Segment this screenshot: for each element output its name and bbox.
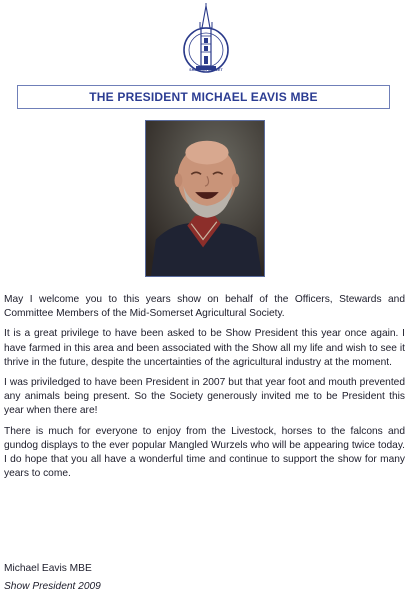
message-paragraph-1: May I welcome you to this years show on behalf of the Officers, Stewards and Committee Members of the Mid-Somerset Agricultural Society. [4, 294, 405, 320]
message-paragraph-3: I was priviledged to have been President in 2007 but that year foot and mouth prevented any animals being present. So the Society generously invited me to be President this year when there are! [4, 377, 405, 417]
signature-role: Show President 2009 [4, 581, 101, 592]
welcome-message [4, 293, 405, 487]
signature-name: Michael Eavis MBE [4, 563, 92, 574]
message-paragraph-2: It is a great privilege to have been asked to be Show President this year once again. I have farmed in this area and been associated with the Show all my life and wish to see it thrive in the future, despite the uncertainties of the agricultural industry at the moment. [4, 328, 405, 368]
crest-bottom-text: SHEPTON MALLET [189, 68, 223, 72]
message-paragraph-4: There is much for everyone to enjoy from the Livestock, horses to the falcons and gundog displays to the ever popular Mangled Wurzels who will be appearing twice today. I do hope that you all have a wonderful time and continue to support the show for many years to come. [4, 425, 405, 480]
church-tower-crest-icon [172, 2, 240, 78]
portrait-photo-icon [146, 121, 264, 276]
page-title: THE PRESIDENT MICHAEL EAVIS MBE [89, 90, 318, 104]
president-portrait-photo [145, 120, 265, 277]
title-banner [17, 85, 390, 109]
society-crest-logo [172, 2, 240, 78]
